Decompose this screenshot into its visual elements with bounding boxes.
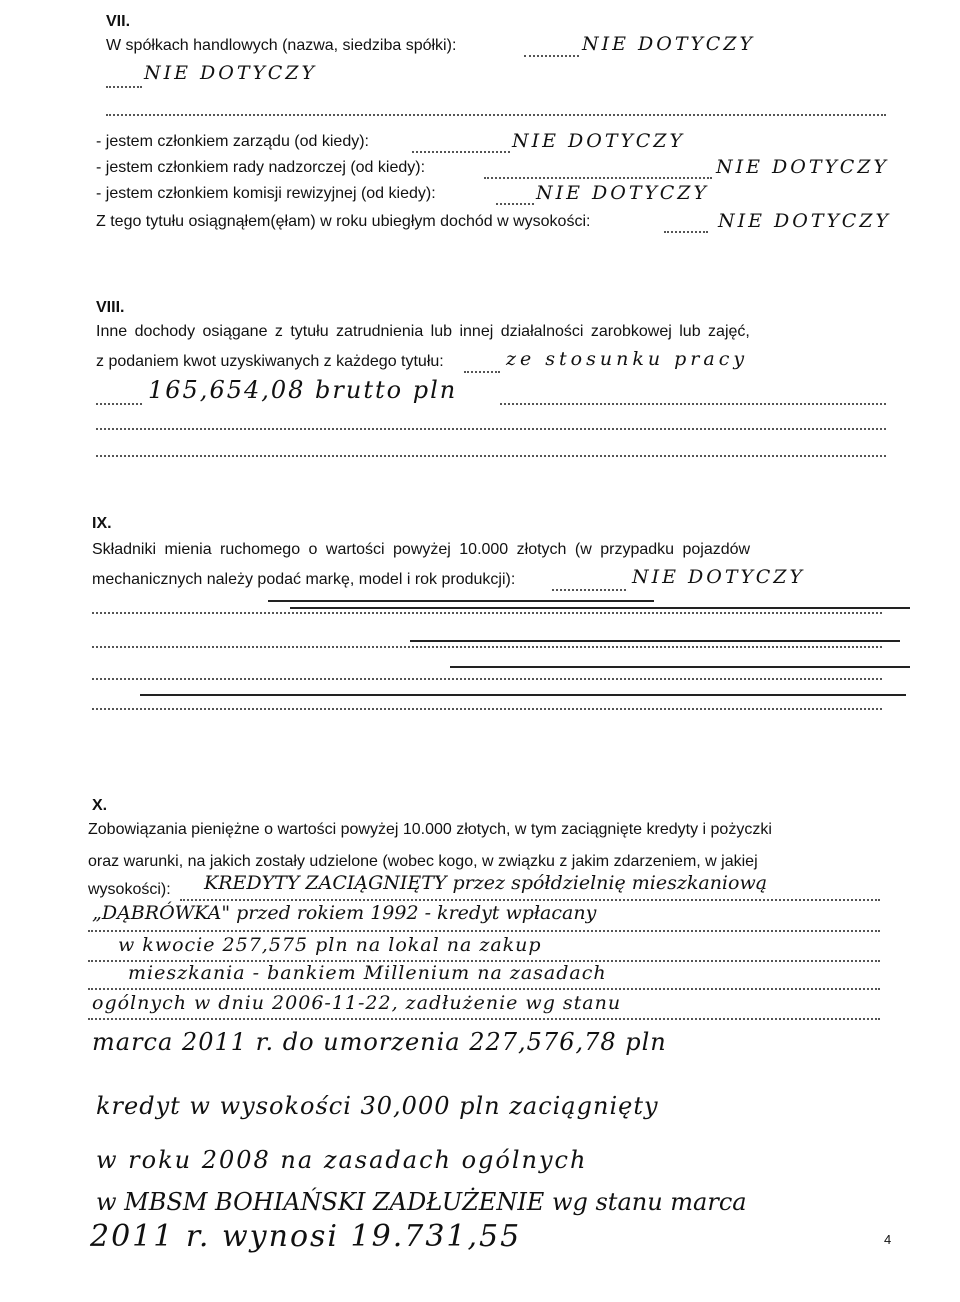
board-member-label: - jestem członkiem zarządu (od kiedy): — [96, 133, 369, 150]
liabilities-label-3: wysokości): — [88, 881, 171, 898]
handwritten-liabilities-line-9: w MBSM BOHIAŃSKI ZADŁUŻENIE wg stanu marca — [96, 1188, 747, 1216]
handwritten-liabilities-line-1: KREDYTY ZACIĄGNIĘTY przez spółdzielnię mieszkaniową — [204, 872, 768, 894]
dotted-line — [484, 177, 712, 179]
handwritten-supervisory: NIE DOTYCZY — [716, 156, 890, 178]
handwritten-liabilities-line-4: mieszkania - bankiem Millenium na zasadach — [128, 962, 607, 984]
handwritten-board: NIE DOTYCZY — [512, 130, 686, 152]
dotted-line — [92, 646, 882, 648]
liabilities-label-2: oraz warunki, na jakich zostały udzielone (wobec kogo, w związku z jakim zdarzeniem, w jakiej — [88, 853, 758, 870]
handwritten-companies: NIE DOTYCZY — [582, 33, 756, 55]
dotted-line — [88, 1018, 880, 1020]
audit-committee-label: - jestem członkiem komisji rewizyjnej (od kiedy): — [96, 185, 436, 202]
handwritten-liabilities-line-6: marca 2011 r. do umorzenia 227,576,78 pln — [92, 1028, 667, 1056]
dotted-line — [92, 612, 882, 614]
dotted-line — [106, 86, 142, 88]
section-x-title: X. — [92, 797, 108, 814]
strike-line — [290, 607, 910, 609]
strike-line — [268, 600, 654, 602]
dotted-line — [180, 899, 880, 901]
companies-label: W spółkach handlowych (nazwa, siedziba spółki): — [106, 37, 457, 54]
section-vii-title: VII. — [106, 13, 131, 30]
dotted-line — [496, 203, 534, 205]
handwritten-companies-2: NIE DOTYCZY — [144, 62, 318, 84]
dotted-line — [106, 114, 886, 116]
section-viii-title: VIII. — [96, 299, 125, 316]
handwritten-liabilities-line-2: „DĄBRÓWKA" przed rokiem 1992 - kredyt wpłacany — [92, 902, 597, 924]
dotted-line — [664, 231, 708, 233]
dotted-line — [412, 151, 510, 153]
supervisory-board-label: - jestem członkiem rady nadzorczej (od kiedy): — [96, 159, 426, 176]
strike-line — [410, 640, 900, 642]
dotted-line — [88, 988, 880, 990]
dotted-line — [96, 403, 142, 405]
handwritten-audit: NIE DOTYCZY — [536, 182, 710, 204]
strike-line — [140, 694, 906, 696]
handwritten-income: NIE DOTYCZY — [718, 210, 892, 232]
dotted-line — [464, 371, 500, 373]
handwritten-liabilities-line-5: ogólnych w dniu 2006-11-22, zadłużenie wg stanu — [92, 992, 622, 1014]
dotted-line — [92, 678, 882, 680]
dotted-line — [552, 589, 626, 591]
liabilities-label: Zobowiązania pieniężne o wartości powyżej 10.000 złotych, w tym zaciągnięte kredyty i pożyczki — [88, 821, 772, 838]
dotted-line — [96, 455, 886, 457]
handwritten-liabilities-line-8: w roku 2008 na zasadach ogólnych — [96, 1146, 588, 1174]
dotted-line — [96, 428, 886, 430]
strike-line — [450, 666, 910, 668]
handwritten-liabilities-line-3: w kwocie 257,575 pln na lokal na zakup — [118, 934, 542, 956]
dotted-line — [88, 930, 880, 932]
section-ix-title: IX. — [92, 515, 112, 532]
handwritten-liabilities-line-7: kredyt w wysokości 30,000 pln zaciągnięty — [96, 1092, 659, 1120]
dotted-line — [524, 55, 579, 57]
other-income-label: Inne dochody osiągane z tytułu zatrudnienia lub innej działalności zarobkowej lub zajęć, — [96, 323, 750, 340]
dotted-line — [500, 403, 886, 405]
dotted-line — [92, 708, 882, 710]
handwritten-liabilities-line-10: 2011 r. wynosi 19.731,55 — [90, 1219, 522, 1254]
handwritten-income-source: ze stosunku pracy — [506, 348, 749, 370]
handwritten-movable-assets: NIE DOTYCZY — [632, 566, 806, 588]
handwritten-income-amount: 165,654,08 brutto pln — [148, 376, 458, 404]
movable-assets-label: Składniki mienia ruchomego o wartości powyżej 10.000 złotych (w przypadku pojazdów — [92, 541, 751, 558]
other-income-label-2: z podaniem kwot uzyskiwanych z każdego tytułu: — [96, 353, 444, 370]
page-number: 4 — [884, 1232, 892, 1247]
income-label: Z tego tytułu osiągnąłem(ęłam) w roku ubiegłym dochód w wysokości: — [96, 213, 591, 230]
movable-assets-label-2: mechanicznych należy podać markę, model i rok produkcji): — [92, 571, 516, 588]
